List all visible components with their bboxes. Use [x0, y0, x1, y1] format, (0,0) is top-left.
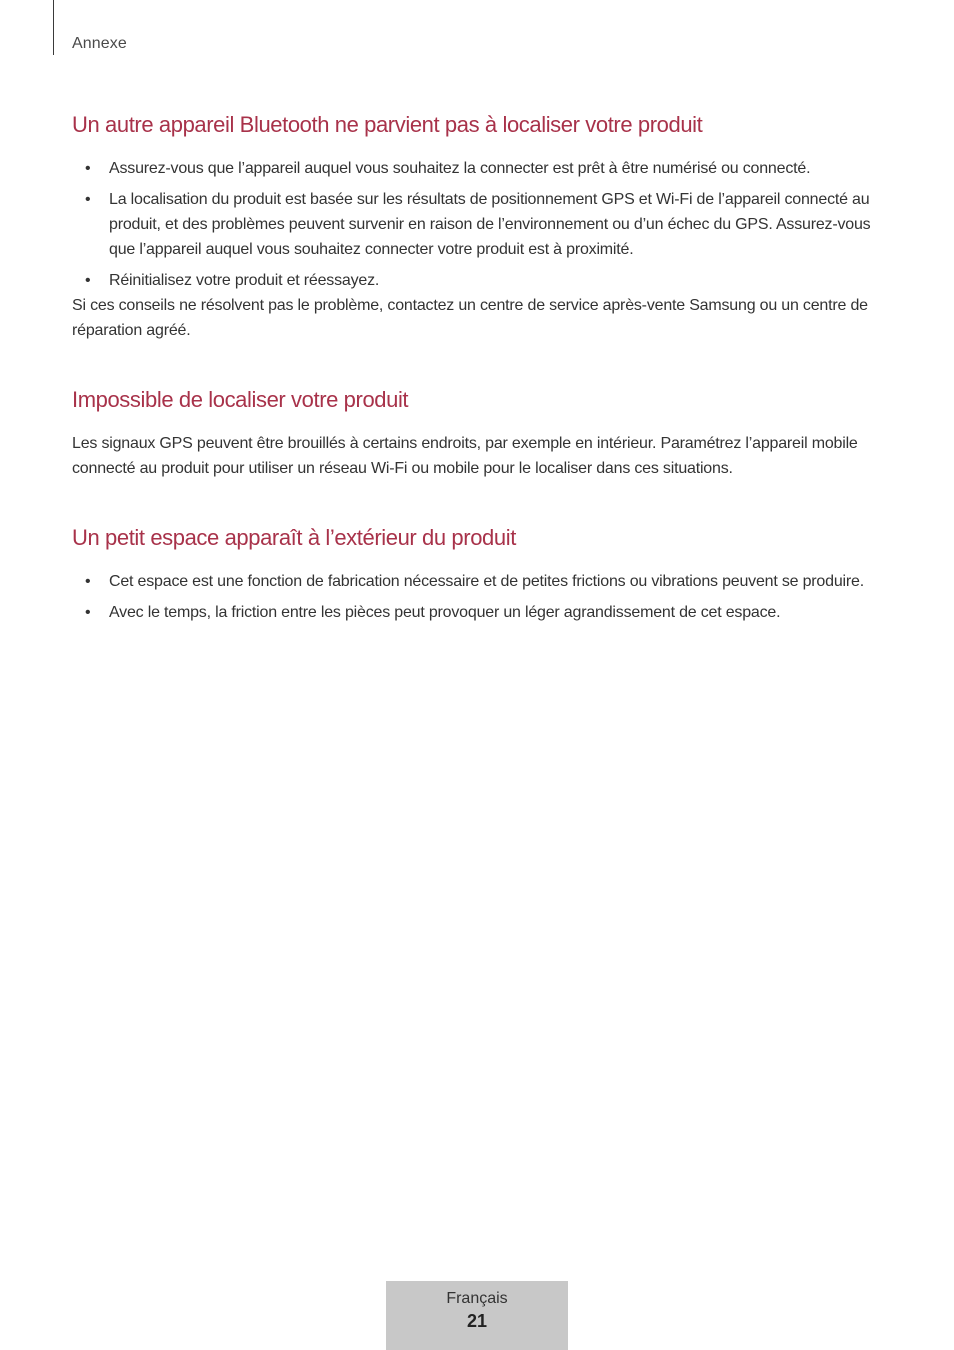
page-content	[72, 108, 884, 631]
bullet-list	[72, 156, 884, 293]
side-rule	[53, 0, 54, 55]
list-item-text: La localisation du produit est basée sur les résultats de positionnement GPS et Wi-Fi de l’appareil connecté au produit, et des problèmes peuvent survenir en raison de l’environnement ou d’un échec du GPS. Assurez-vous que l’appareil auquel vous souhaitez connecter votre produit est à proximité.	[109, 191, 871, 258]
section-title: Un autre appareil Bluetooth ne parvient pas à localiser votre produit	[72, 112, 703, 137]
section-paragraph: Les signaux GPS peuvent être brouillés à certains endroits, par exemple en intérieur. Paramétrez l’appareil mobile connecté au produit pour utiliser un réseau Wi-Fi ou mobile pour le localiser dans ces situations.	[72, 435, 858, 477]
list-item	[72, 600, 884, 625]
section-bluetooth-locate	[72, 108, 884, 343]
bullet-icon: •	[85, 272, 91, 289]
list-item	[72, 569, 884, 594]
list-item-text: Avec le temps, la friction entre les pièces peut provoquer un léger agrandissement de cet espace.	[109, 604, 781, 621]
bullet-list	[72, 569, 884, 625]
section-cannot-locate	[72, 383, 884, 481]
page-footer	[386, 1281, 568, 1350]
list-item	[72, 187, 884, 262]
list-item-text: Cet espace est une fonction de fabrication nécessaire et de petites frictions ou vibrations peuvent se produire.	[109, 573, 864, 590]
section-small-gap	[72, 521, 884, 625]
bullet-icon: •	[85, 191, 91, 208]
bullet-icon: •	[85, 573, 91, 590]
list-item	[72, 156, 884, 181]
page-number: 21	[466, 1311, 488, 1331]
bullet-icon: •	[85, 604, 91, 621]
bullet-icon: •	[85, 160, 91, 177]
section-title: Un petit espace apparaît à l’extérieur du produit	[72, 525, 516, 550]
footer-language: Français	[446, 1290, 508, 1307]
list-item-text: Réinitialisez votre produit et réessayez.	[109, 272, 380, 289]
section-paragraph: Si ces conseils ne résolvent pas le problème, contactez un centre de service après-vente Samsung ou un centre de réparation agréé.	[72, 297, 868, 339]
list-item	[72, 268, 884, 293]
section-label: Annexe	[72, 35, 127, 52]
list-item-text: Assurez-vous que l’appareil auquel vous souhaitez la connecter est prêt à être numérisé ou connecté.	[109, 160, 811, 177]
section-title: Impossible de localiser votre produit	[72, 387, 409, 412]
